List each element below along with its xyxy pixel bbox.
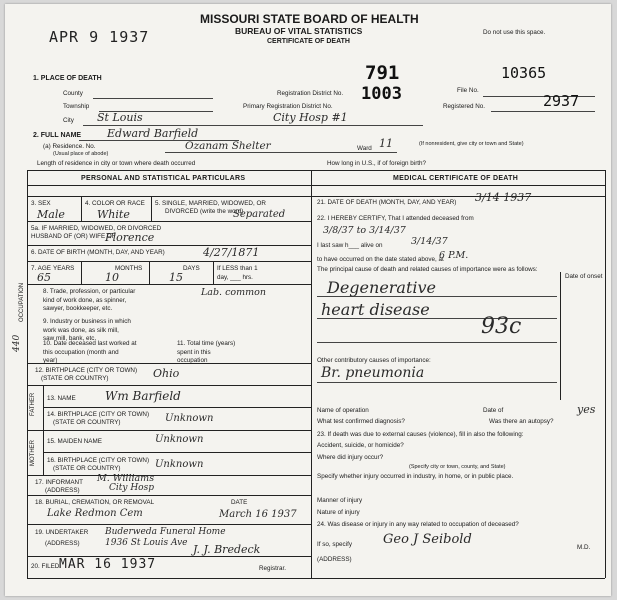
nonresident-note: (If nonresident, give city or town and State) xyxy=(419,141,524,147)
marital-status-sub: DIVORCED (write the word) xyxy=(165,208,244,215)
ward-value: 11 xyxy=(379,137,393,150)
registered-no-label: Registered No. xyxy=(443,103,485,110)
cause-code: 93c xyxy=(481,314,522,339)
informant-value: M. Williams xyxy=(97,473,155,484)
external-causes-label: 23. If death was due to external causes (violence), fill in also the following: xyxy=(317,431,524,438)
filed-label: 20. FILED xyxy=(31,563,60,570)
days-label: DAYS xyxy=(183,265,200,272)
marital-status-value: Separated xyxy=(233,209,286,220)
informant-address-label: (ADDRESS) xyxy=(45,487,80,494)
death-certificate xyxy=(5,4,611,596)
cause-line-1: Degenerative xyxy=(327,278,437,297)
operation-label: Name of operation xyxy=(317,407,369,414)
spouse-label-2: HUSBAND OF (OR) WIFE OF xyxy=(31,233,116,240)
birthplace-value: Ohio xyxy=(153,367,180,380)
accident-label: Accident, suicide, or homicide? xyxy=(317,442,404,449)
occupation-text: 8. Trade, profession, or particular kind of work done, as spinner, sawyer, bookkeeper, etc. xyxy=(43,288,136,312)
father-birthplace-sub: (STATE OR COUNTRY) xyxy=(53,419,121,426)
city-label: City xyxy=(63,117,74,124)
full-name-label: 2. FULL NAME xyxy=(33,132,82,139)
certify-label: 22. I HEREBY CERTIFY, That I attended deceased from xyxy=(317,215,474,222)
physician-signature: Geo J Seibold xyxy=(383,532,472,547)
margin-note: 440 xyxy=(12,334,22,352)
total-time-text: 11. Total time (years) spent in this occupation xyxy=(177,340,236,364)
where-injury-sub: (Specify city or town, county, and State) xyxy=(409,464,506,470)
occupation-value: Lab. common xyxy=(201,287,266,298)
occurred-label: to have occurred on the date stated above, at xyxy=(317,256,444,263)
autopsy-label: Was there an autopsy? xyxy=(489,418,554,425)
maiden-name-value: Unknown xyxy=(155,434,204,445)
sex-value: Male xyxy=(37,208,65,221)
mother-birthplace-value: Unknown xyxy=(155,459,204,470)
time-of-death-value: 6 P.M. xyxy=(439,250,469,261)
last-saw-value: 3/14/37 xyxy=(411,236,448,247)
personal-section-title: PERSONAL AND STATISTICAL PARTICULARS xyxy=(81,175,246,182)
registrar-signature: J. J. Bredeck xyxy=(193,543,261,556)
maiden-name-label: 15. MAIDEN NAME xyxy=(47,438,102,445)
sex-label: 3. SEX xyxy=(31,200,51,207)
date-of-death-label: 21. DATE OF DEATH (MONTH, DAY, AND YEAR) xyxy=(317,199,457,206)
birthplace-sub: (STATE OR COUNTRY) xyxy=(41,375,109,382)
undertaker-address-label: (ADDRESS) xyxy=(45,540,80,547)
city-value: St Louis xyxy=(97,111,143,124)
stamped-number: 10365 xyxy=(501,64,547,82)
burial-place-value: Lake Redmon Cem xyxy=(47,508,143,519)
informant-address-value: City Hosp xyxy=(109,483,154,493)
father-side-label: FATHER xyxy=(30,392,36,416)
contributory-label: Other contributory causes of importance: xyxy=(317,357,431,364)
father-birthplace-label: 14. BIRTHPLACE (CITY OR TOWN) xyxy=(47,411,150,418)
registrar-label: Registrar. xyxy=(259,565,286,572)
day-hrs-label: day, ___ hrs. xyxy=(217,274,253,281)
ward-label: Ward xyxy=(357,145,372,152)
marital-status-label: 5. SINGLE, MARRIED, WIDOWED, OR xyxy=(155,200,266,207)
full-name-value: Edward Barfield xyxy=(107,127,199,140)
burial-label: 18. BURIAL, CREMATION, OR REMOVAL xyxy=(35,499,155,506)
undertaker-address-value: 1936 St Louis Ave xyxy=(105,538,188,548)
township-label: Township xyxy=(63,103,90,110)
certificate-title: CERTIFICATE OF DEATH xyxy=(267,38,350,45)
length-of-residence-label: Length of residence in city or town where death occurred xyxy=(37,160,196,167)
institution-value: City Hosp #1 xyxy=(273,111,348,124)
undertaker-label: 19. UNDERTAKER xyxy=(35,529,89,536)
if-so-label: If so, specify xyxy=(317,541,352,548)
date-of-birth-value: 4/27/1871 xyxy=(203,246,260,259)
bureau-title: BUREAU OF VITAL STATISTICS xyxy=(235,26,363,36)
occupation-side-label: OCCUPATION xyxy=(19,282,25,322)
diagnosis-test-label: What test confirmed diagnosis? xyxy=(317,418,405,425)
place-of-death-heading: 1. PLACE OF DEATH xyxy=(33,75,102,82)
cause-line-2: heart disease xyxy=(321,300,430,319)
date-of-onset-label: Date of onset xyxy=(565,273,603,280)
address-label: (ADDRESS) xyxy=(317,556,352,563)
father-name-label: 13. NAME xyxy=(47,395,76,402)
if-less-label: If LESS than 1 xyxy=(217,265,258,272)
burial-date-label: DATE xyxy=(231,499,248,506)
operation-date-label: Date of xyxy=(483,407,504,414)
manner-injury-label: Manner of injury xyxy=(317,497,363,504)
color-race-value: White xyxy=(97,208,130,221)
how-long-us-label: How long in U.S., if of foreign birth? xyxy=(327,160,427,167)
last-saw-label: I last saw h___ alive on xyxy=(317,242,383,249)
filed-date-stamp: MAR 16 1937 xyxy=(59,557,157,572)
usual-place-label: (Usual place of abode) xyxy=(53,151,109,157)
board-title: MISSOURI STATE BOARD OF HEALTH xyxy=(200,12,419,26)
cause-label: The principal cause of death and related causes of importance were as follows: xyxy=(317,266,538,273)
county-label: County xyxy=(63,90,83,97)
informant-label: 17. INFORMANT xyxy=(35,479,83,486)
last-worked-text: 10. Date deceased last worked at this occupation (month and year) xyxy=(43,340,137,364)
primary-reg-label: Primary Registration District No. xyxy=(243,103,333,110)
autopsy-value: yes xyxy=(577,403,596,416)
primary-reg-number: 1003 xyxy=(361,84,402,104)
md-label: M.D. xyxy=(577,544,591,551)
months-label: MONTHS xyxy=(115,265,143,272)
residence-value: Ozanam Shelter xyxy=(185,140,271,152)
attended-dates-value: 3/8/37 to 3/14/37 xyxy=(323,225,406,236)
mother-birthplace-sub: (STATE OR COUNTRY) xyxy=(53,465,121,472)
age-years-value: 65 xyxy=(37,271,51,284)
reg-district-label: Registration District No. xyxy=(277,90,344,97)
age-days-value: 15 xyxy=(169,271,183,284)
age-months-value: 10 xyxy=(105,271,119,284)
nature-injury-label: Nature of injury xyxy=(317,509,360,516)
residence-label: (a) Residence. No. xyxy=(43,143,96,150)
industry-injury-label: Specify whether injury occurred in industry, in home, or in public place. xyxy=(317,473,514,480)
birthplace-label: 12. BIRTHPLACE (CITY OR TOWN) xyxy=(35,367,138,374)
date-of-death-value: 3/14 1937 xyxy=(475,191,532,204)
contributory-value: Br. pneumonia xyxy=(321,365,425,381)
medical-section-title: MEDICAL CERTIFICATE OF DEATH xyxy=(393,175,519,182)
reg-district-number: 791 xyxy=(365,62,400,84)
mother-side-label: MOTHER xyxy=(30,440,36,466)
mother-birthplace-label: 16. BIRTHPLACE (CITY OR TOWN) xyxy=(47,457,150,464)
undertaker-value: Buderweda Funeral Home xyxy=(105,527,226,537)
father-birthplace-value: Unknown xyxy=(165,413,214,424)
spouse-value: Florence xyxy=(105,231,155,244)
father-name-value: Wm Barfield xyxy=(105,389,181,403)
burial-date-value: March 16 1937 xyxy=(219,509,297,520)
occupation-related-label: 24. Was disease or injury in any way related to occupation of deceased? xyxy=(317,521,519,528)
industry-text: 9. Industry or business in which work was done, as silk mill, saw mill, bank, etc. xyxy=(43,318,131,342)
received-date-stamp: APR 9 1937 xyxy=(49,28,150,46)
spouse-label-1: 5a. IF MARRIED, WIDOWED, OR DIVORCED xyxy=(31,225,162,232)
file-no-label: File No. xyxy=(457,87,479,94)
color-race-label: 4. COLOR OR RACE xyxy=(85,200,145,207)
date-of-birth-label: 6. DATE OF BIRTH (MONTH, DAY, AND YEAR) xyxy=(31,249,165,256)
years-label: YEARS xyxy=(53,265,75,272)
do-not-use-note: Do not use this space. xyxy=(483,29,546,36)
age-label: 7. AGE xyxy=(31,265,51,272)
where-injury-label: Where did injury occur? xyxy=(317,454,384,461)
registered-number: 2937 xyxy=(543,92,580,110)
